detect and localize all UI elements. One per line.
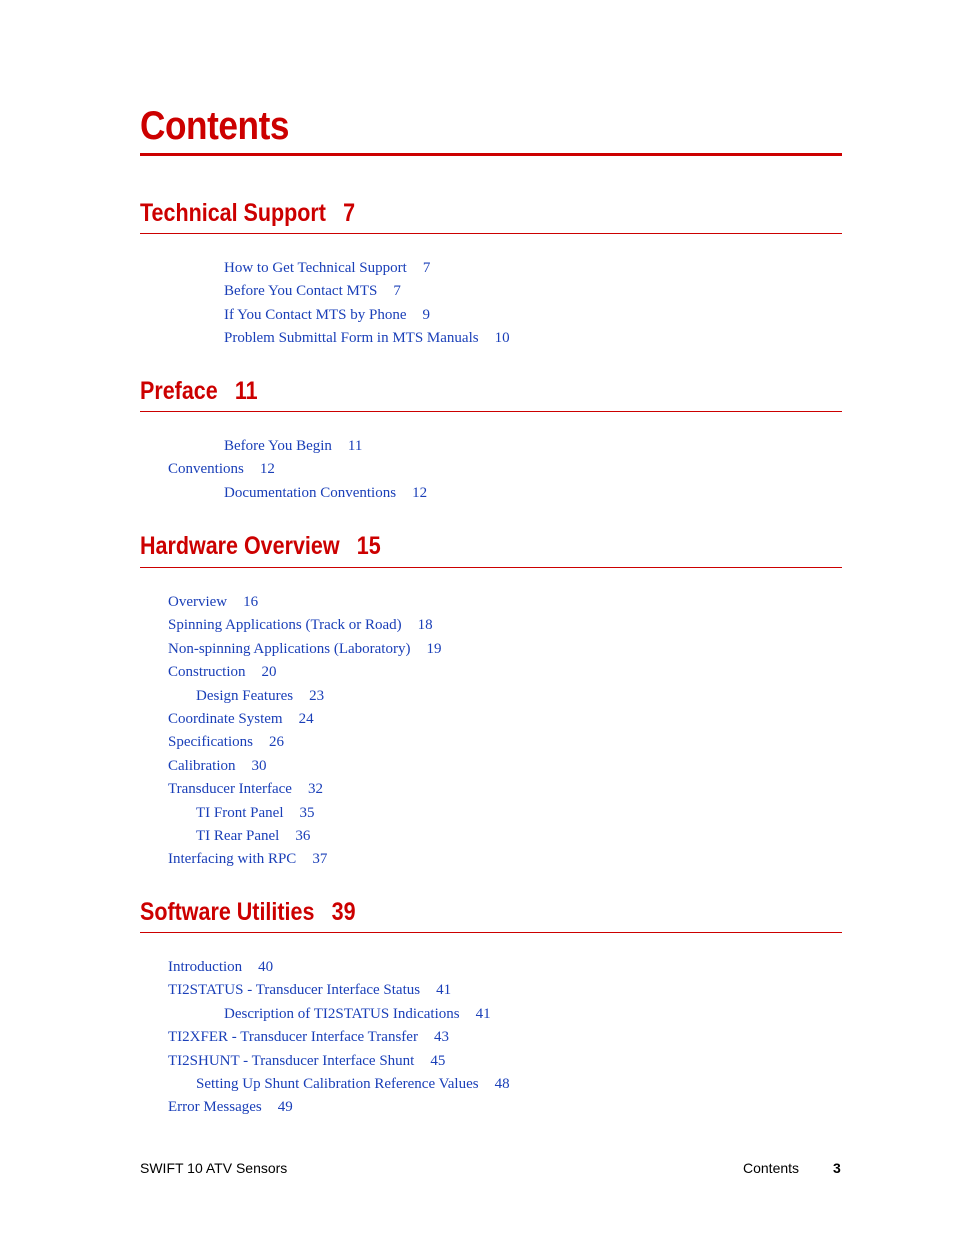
section-heading-text: Preface: [140, 377, 218, 405]
toc-entry[interactable]: [140, 281, 842, 304]
toc-entry-text: TI Rear Panel: [196, 827, 280, 844]
toc-entry-page: 48: [494, 1075, 510, 1092]
toc-entry-page: 43: [433, 1029, 449, 1046]
toc-entry-page: 32: [307, 781, 323, 798]
toc-entry[interactable]: [140, 1074, 842, 1097]
footer-page-number: 3: [833, 1160, 841, 1176]
section-rule: [140, 932, 842, 933]
toc-entry-page: 41: [475, 1005, 491, 1022]
section-rule: [140, 233, 842, 234]
toc-entry-text: Specifications: [168, 734, 253, 751]
toc-entry-text: If You Contact MTS by Phone: [224, 306, 407, 323]
toc-entry-page: 26: [268, 734, 284, 751]
toc-entry-text: Conventions: [168, 461, 244, 478]
toc-entry[interactable]: [140, 849, 842, 872]
toc-entry[interactable]: [140, 1027, 842, 1050]
toc-entry-page: 24: [298, 710, 314, 727]
toc-entry-page: 7: [422, 260, 431, 276]
toc-entry-text: Design Features: [196, 687, 294, 704]
toc-entry[interactable]: [140, 756, 842, 779]
toc-entry-text: Construction: [168, 664, 246, 681]
toc-entry-page: 41: [436, 982, 452, 999]
toc-entry[interactable]: [140, 1004, 842, 1027]
toc-entry-text: Before You Contact MTS: [224, 283, 378, 300]
toc-entry[interactable]: [140, 258, 842, 281]
toc-entry-page: 36: [295, 827, 311, 844]
toc-entry[interactable]: [140, 779, 842, 802]
toc-entry-page: 30: [251, 757, 267, 774]
toc-entry-text: Transducer Interface: [168, 781, 292, 798]
toc-entry-page: 16: [243, 594, 259, 610]
section-heading-page: 39: [331, 898, 356, 926]
toc-entry-text: Error Messages: [168, 1099, 262, 1116]
section-heading-page: 7: [343, 199, 356, 227]
toc-entry-text: Introduction: [168, 959, 243, 975]
toc-entry-page: 7: [393, 283, 401, 300]
toc-entries: [140, 957, 842, 1121]
toc-entry-text: How to Get Technical Support: [224, 260, 407, 276]
toc-entry[interactable]: [140, 732, 842, 755]
toc-entry-page: 11: [347, 438, 363, 454]
toc-entry[interactable]: [140, 459, 842, 482]
toc-entry[interactable]: [140, 639, 842, 662]
toc-entry-text: TI Front Panel: [196, 804, 284, 821]
toc-entry-text: Non-spinning Applications (Laboratory): [168, 640, 411, 657]
toc-entry-page: 37: [312, 851, 328, 868]
toc-entries: [140, 258, 842, 352]
toc-entries: [140, 436, 842, 506]
section-heading[interactable]: [140, 376, 828, 406]
toc-entry-text: Overview: [168, 594, 228, 610]
section-heading[interactable]: [140, 198, 828, 228]
toc-entry[interactable]: [140, 957, 842, 980]
page-title: Contents: [140, 104, 290, 148]
toc-entry[interactable]: [140, 483, 842, 506]
toc-entry[interactable]: [140, 826, 842, 849]
toc-entry[interactable]: [140, 305, 842, 328]
toc-entry-page: 20: [261, 664, 277, 681]
section-heading-text: Software Utilities: [140, 898, 315, 926]
toc-entry-page: 12: [259, 461, 275, 478]
toc-entry-page: 40: [258, 959, 274, 975]
toc-entry-text: Description of TI2STATUS Indications: [224, 1005, 460, 1022]
section-heading[interactable]: [140, 531, 828, 561]
toc-entry[interactable]: [140, 662, 842, 685]
toc-entry-page: 35: [299, 804, 315, 821]
toc-entries: [140, 592, 842, 873]
toc-entry-page: 10: [494, 330, 510, 347]
toc-entry-text: Setting Up Shunt Calibration Reference Values: [196, 1075, 479, 1092]
toc-entry-text: TI2STATUS - Transducer Interface Status: [168, 982, 421, 999]
toc-entry-text: Problem Submittal Form in MTS Manuals: [224, 330, 479, 347]
section-rule: [140, 567, 842, 568]
toc-entry-page: 12: [412, 484, 428, 501]
section-heading-text: Technical Support: [140, 199, 326, 227]
toc-entry-text: Spinning Applications (Track or Road): [168, 617, 402, 634]
toc-entry-text: Before You Begin: [224, 438, 332, 454]
toc-entry[interactable]: [140, 1097, 842, 1120]
toc-entry[interactable]: [140, 686, 842, 709]
toc-entry[interactable]: [140, 980, 842, 1003]
toc-entry-text: Documentation Conventions: [224, 484, 397, 501]
toc-entry[interactable]: [140, 436, 842, 459]
footer-document-title: SWIFT 10 ATV Sensors: [140, 1160, 288, 1176]
toc-entry[interactable]: [140, 803, 842, 826]
toc-entry-text: TI2SHUNT - Transducer Interface Shunt: [168, 1052, 415, 1069]
toc-entry[interactable]: [140, 592, 842, 615]
toc-entry[interactable]: [140, 1051, 842, 1074]
toc-entry-page: 19: [426, 640, 442, 657]
toc-entry-text: Coordinate System: [168, 710, 283, 727]
footer-section-name: Contents: [743, 1160, 800, 1176]
toc-entry[interactable]: [140, 615, 842, 638]
toc-entry-page: 45: [430, 1052, 446, 1069]
toc-entry-text: Calibration: [168, 757, 236, 774]
section-heading-text: Hardware Overview: [140, 532, 340, 560]
toc-entry-page: 23: [309, 687, 325, 704]
toc-entry-page: 9: [422, 306, 431, 323]
toc-entry-page: 18: [417, 617, 433, 634]
title-rule: [140, 153, 842, 156]
section-heading-page: 15: [356, 532, 381, 560]
toc-entry-text: TI2XFER - Transducer Interface Transfer: [168, 1029, 418, 1046]
section-heading[interactable]: [140, 897, 828, 927]
toc-entry[interactable]: [140, 709, 842, 732]
toc-entry-text: Interfacing with RPC: [168, 851, 297, 868]
toc-entry[interactable]: [140, 328, 842, 351]
section-heading-page: 11: [234, 377, 258, 405]
toc-entry-page: 49: [277, 1099, 293, 1116]
section-rule: [140, 411, 842, 412]
